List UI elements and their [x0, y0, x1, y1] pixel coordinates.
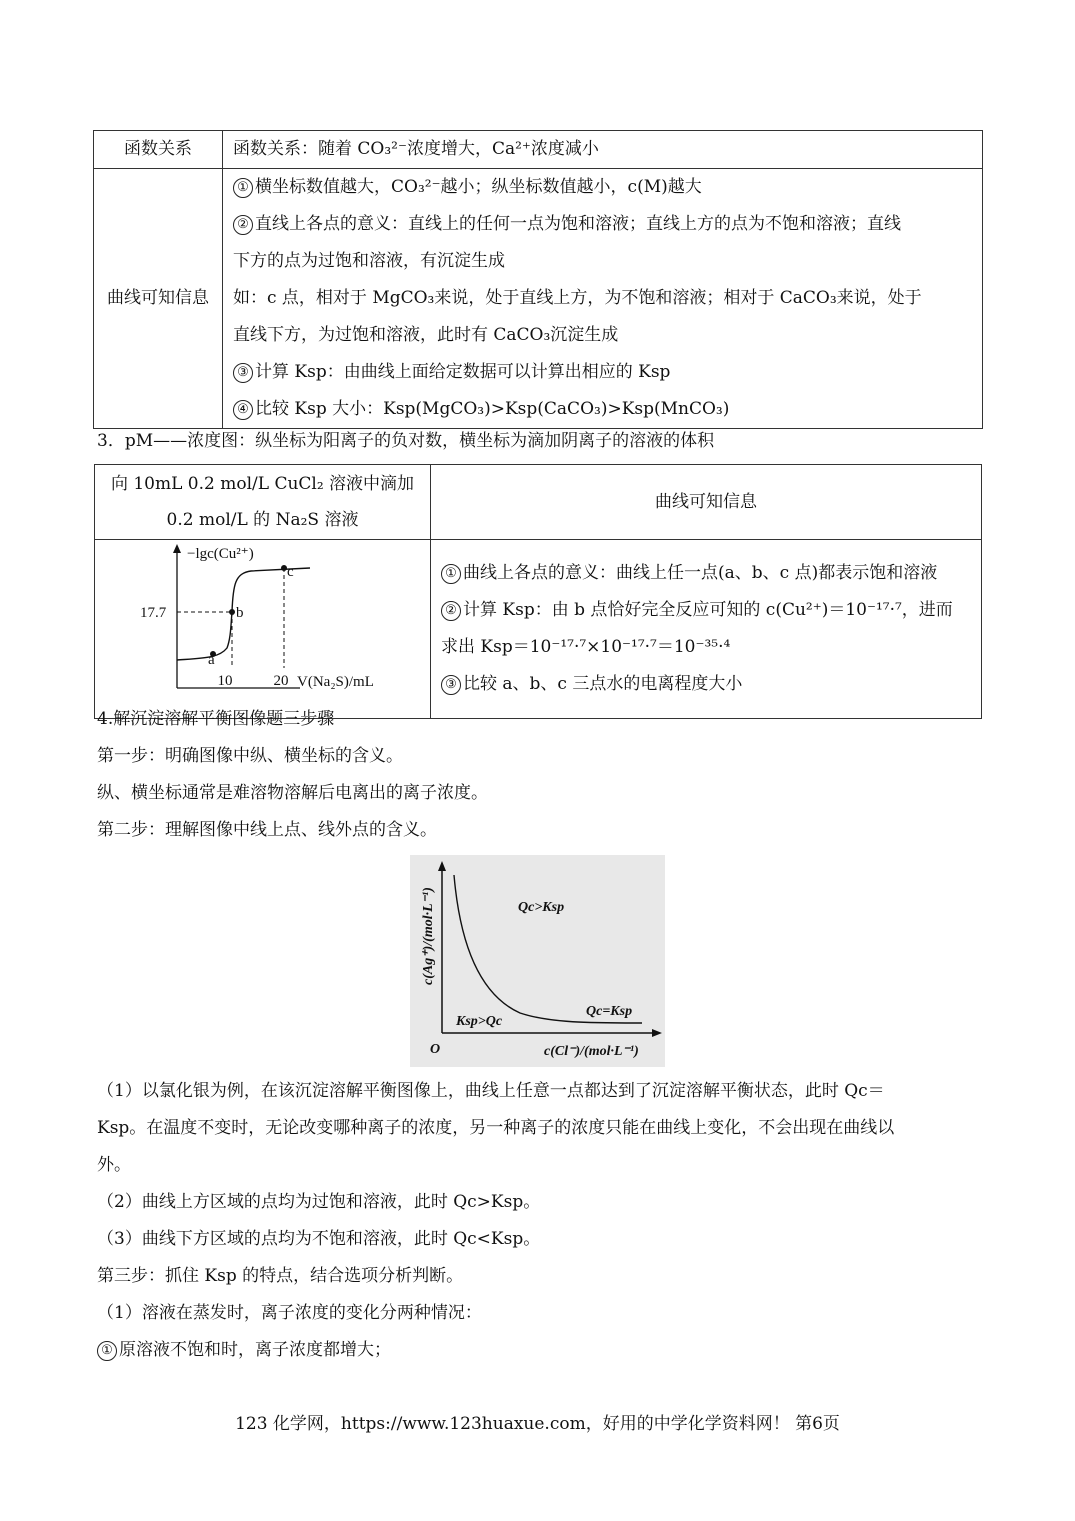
- pm-chart: [95, 540, 430, 704]
- t2-line-2: [441, 592, 971, 629]
- agcl-origin: O: [430, 1042, 441, 1057]
- figure-bg: [410, 855, 665, 1067]
- paragraph-2: （2）曲线上方区域的点均为过饱和溶液，此时 Qc>Ksp。: [97, 1192, 541, 1212]
- p1-line-3: 外。: [97, 1155, 131, 1175]
- paragraph-3: （3）曲线下方区域的点均为不饱和溶液，此时 Qc<Ksp。: [97, 1229, 541, 1249]
- head-left-line-2: 0.2 mol/L 的 Na₂S 溶液: [166, 510, 359, 530]
- t2-line-1-text: 曲线上各点的意义：曲线上任一点(a、b、c 点)都表示饱和溶液: [463, 563, 938, 583]
- p1-line-2: Ksp。在温度不变时，无论改变哪种离子的浓度，另一种离子的浓度只能在曲线上变化，不会出现在曲线以: [97, 1118, 895, 1138]
- circle-mark: ③: [233, 363, 253, 383]
- section-3-title: 3．pM——浓度图：纵坐标为阳离子的负对数，横坐标为滴加阴离子的溶液的体积: [97, 431, 715, 451]
- row-label-function: 函数关系: [94, 131, 223, 169]
- info-line-2-text: 直线上各点的意义：直线上的任何一点为饱和溶液；直线上方的点为不饱和溶液；直线: [255, 214, 901, 234]
- t2-line-4-text: 比较 a、b、c 三点水的电离程度大小: [463, 674, 743, 694]
- t2-line-1: [441, 555, 971, 592]
- paragraph-1: [97, 1073, 977, 1184]
- page-footer: 123 化学网，https://www.123huaxue.com，好用的中学化学资料网！ 第6页: [235, 1414, 840, 1434]
- info-line-4: 如：c 点，相对于 MgCO₃来说，处于直线上方，为不饱和溶液；相对于 CaCO₃来说，处于: [233, 288, 922, 308]
- step-1-note: 纵、横坐标通常是难溶物溶解后电离出的离子浓度。: [97, 783, 488, 803]
- y-axis-label: −lgc(Cu²⁺): [187, 546, 254, 562]
- info-line-1-text: 横坐标数值越大，CO₃²⁻越小；纵坐标数值越小，c(M)越大: [255, 177, 702, 197]
- table2-head-left: [95, 465, 431, 540]
- x-axis-label: V(Na₂S)/mL: [297, 674, 374, 690]
- agcl-figure: [410, 855, 665, 1067]
- section-4-title: 4.解沉淀溶解平衡图像题三步骤: [97, 709, 335, 729]
- p5-text: 原溶液不饱和时，离子浓度都增大；: [119, 1340, 391, 1360]
- info-line-3: 下方的点为过饱和溶液，有沉淀生成: [233, 251, 505, 271]
- t2-line-4: [441, 666, 971, 703]
- point-b: [229, 609, 235, 615]
- label-a: a: [208, 652, 215, 668]
- t2-line-3: 求出 Ksp＝10⁻¹⁷·⁷×10⁻¹⁷·⁷＝10⁻³⁵·⁴: [441, 637, 731, 657]
- circle-mark: ②: [233, 215, 253, 235]
- titration-curve: [177, 568, 310, 660]
- circle-mark: ①: [97, 1341, 117, 1361]
- y-tick-17-7: 17.7: [140, 605, 167, 621]
- circle-mark: ②: [441, 601, 461, 621]
- info-line-5: 直线下方，为过饱和溶液，此时有 CaCO₃沉淀生成: [233, 325, 619, 345]
- x-tick-10: 10: [217, 673, 233, 689]
- circle-mark: ①: [441, 564, 461, 584]
- row-text-function: 函数关系：随着 CO₃²⁻浓度增大，Ca²⁺浓度减小: [223, 131, 983, 169]
- p1-line-1: （1）以氯化银为例，在该沉淀溶解平衡图像上，曲线上任意一点都达到了沉淀溶解平衡状态，此时 Qc＝: [97, 1081, 885, 1101]
- head-left-line-1: 向 10mL 0.2 mol/L CuCl₂ 溶液中滴加: [110, 474, 415, 494]
- paragraph-5: [97, 1332, 977, 1369]
- label-c: c: [287, 564, 294, 580]
- info-line-1: [233, 169, 972, 206]
- table2-chart-cell: [95, 540, 431, 719]
- table2-head-right: 曲线可知信息: [431, 465, 982, 540]
- info-line-7-text: 比较 Ksp 大小：Ksp(MgCO₃)>Ksp(CaCO₃)>Ksp(MnCO₃): [255, 399, 730, 419]
- info-line-6: [233, 354, 972, 391]
- circle-mark: ③: [441, 675, 461, 695]
- circle-mark: ①: [233, 178, 253, 198]
- curve-info-label: 曲线可知信息: [107, 288, 209, 308]
- ksp-line-table: [93, 130, 983, 429]
- label-b: b: [236, 605, 244, 621]
- agcl-y-label: c(Ag⁺)/(mol·L⁻¹): [421, 887, 436, 985]
- region-on: Qc=Ksp: [586, 1004, 633, 1019]
- row-label-curve-info: [94, 169, 223, 429]
- region-above: Qc>Ksp: [518, 900, 565, 915]
- region-below: Ksp>Qc: [456, 1014, 503, 1029]
- y-axis-arrow: [173, 544, 181, 553]
- step-3: 第三步：抓住 Ksp 的特点，结合选项分析判断。: [97, 1266, 464, 1286]
- table2-info-cell: [431, 540, 982, 719]
- t2-line-2-text: 计算 Ksp：由 b 点恰好完全反应可知的 c(Cu²⁺)＝10⁻¹⁷·⁷，进而: [463, 600, 953, 620]
- step-1: 第一步：明确图像中纵、横坐标的含义。: [97, 746, 403, 766]
- info-line-6-text: 计算 Ksp：由曲线上面给定数据可以计算出相应的 Ksp: [255, 362, 671, 382]
- curve-info-cell: [223, 169, 983, 429]
- circle-mark: ④: [233, 400, 253, 420]
- info-line-7: [233, 391, 972, 428]
- agcl-x-label: c(Cl⁻)/(mol·L⁻¹): [544, 1044, 639, 1059]
- step-2: 第二步：理解图像中线上点、线外点的含义。: [97, 820, 437, 840]
- info-line-2: [233, 206, 972, 243]
- x-tick-20: 20: [273, 673, 289, 689]
- pm-concentration-table: [94, 464, 982, 719]
- paragraph-4: （1）溶液在蒸发时，离子浓度的变化分两种情况：: [97, 1303, 482, 1323]
